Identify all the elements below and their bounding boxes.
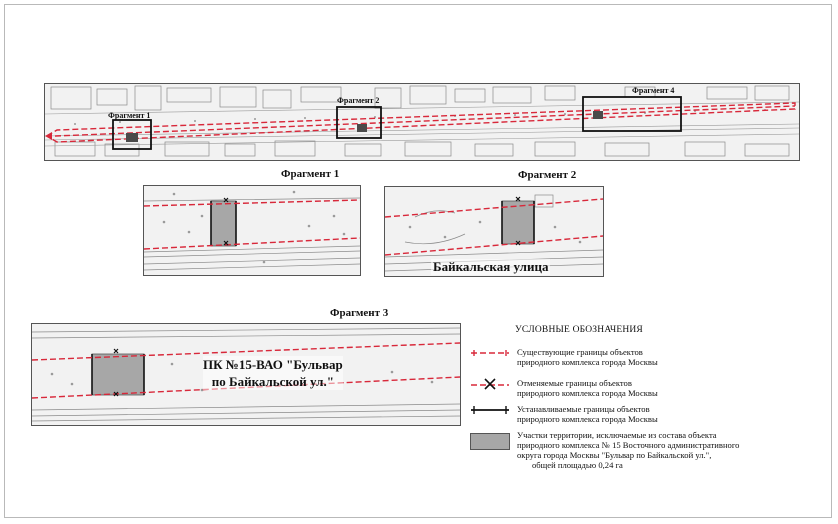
- legend-line: округа города Москвы "Бульвар по Байкальской ул.",: [517, 450, 712, 460]
- overview-fragment-4-label: Фрагмент 4: [632, 86, 675, 95]
- park-label-line-1: ПК №15-ВАО "Бульвар: [203, 357, 343, 372]
- overview-boundary: [47, 103, 795, 142]
- fragment-1-title: Фрагмент 1: [281, 168, 340, 180]
- overview-fragment-1-label: Фрагмент 1: [108, 111, 151, 120]
- fragment-3-title: Фрагмент 3: [330, 307, 389, 319]
- legend-line: Участки территории, исключаемые из состава объекта: [517, 430, 717, 440]
- legend-line: природного комплекса города Москвы: [517, 357, 658, 367]
- legend-line: природного комплекса города Москвы: [517, 388, 658, 398]
- existing-boundary-symbol: [470, 347, 510, 359]
- legend-line: Отменяемые границы объектов: [517, 378, 632, 388]
- legend-line: природного комплекса города Москвы: [517, 414, 658, 424]
- fragment-1-drawing: [144, 186, 360, 275]
- fragment-3-excluded-area: [92, 354, 144, 395]
- cancelled-boundary-symbol: [470, 375, 510, 393]
- legend-text-established: [517, 404, 658, 424]
- fragment-1-excluded-area: [211, 201, 236, 246]
- street-label-baikalskaya: Байкальская улица: [433, 259, 549, 274]
- overview-map-drawing: [45, 84, 799, 160]
- park-label-line-2: по Байкальской ул.": [211, 374, 334, 389]
- legend-title: УСЛОВНЫЕ ОБОЗНАЧЕНИЯ: [515, 325, 643, 335]
- fragment-1-map: [143, 185, 361, 276]
- overview-fragment-2-label: Фрагмент 2: [337, 96, 380, 105]
- overview-map: [44, 83, 800, 161]
- fragment-2-title: Фрагмент 2: [518, 169, 577, 181]
- excluded-area-symbol: [470, 433, 510, 450]
- park-label: [203, 356, 343, 390]
- legend-line: общей площадью 0,24 га: [532, 460, 623, 470]
- legend-text-cancelled: [517, 378, 658, 398]
- legend-item-cancelled-boundaries: [470, 375, 830, 405]
- legend-line: Существующие границы объектов: [517, 347, 643, 357]
- established-boundary-symbol: [470, 404, 510, 416]
- legend-text-existing: [517, 347, 658, 367]
- legend-line: Устанавливаемые границы объектов: [517, 404, 650, 414]
- legend-item-existing-boundaries: [470, 347, 830, 377]
- legend-item-excluded-areas: [470, 430, 830, 478]
- legend-text-excluded: [517, 430, 739, 470]
- legend-line: природного комплекса № 15 Восточного административного: [517, 440, 740, 450]
